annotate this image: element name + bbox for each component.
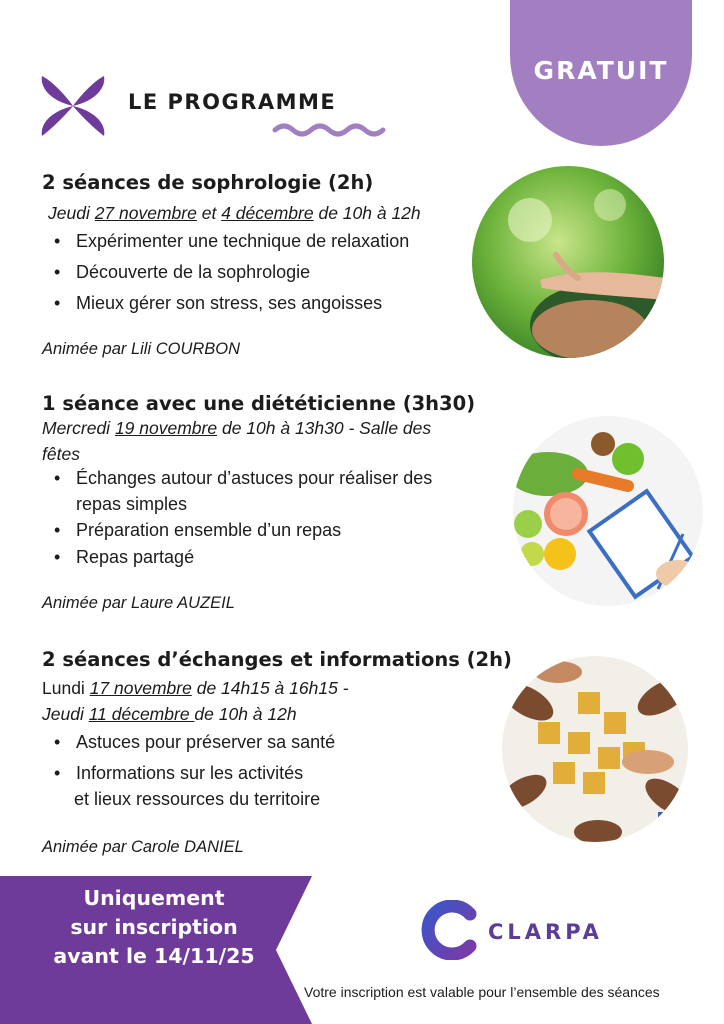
list-item: • Astuces pour préserver sa santé (42, 727, 335, 758)
section-sophrologie-title: 2 séances de sophrologie (2h) (42, 171, 374, 194)
schedule-date: 19 novembre (114, 418, 218, 438)
list-item-continuation: repas simples (76, 494, 188, 514)
section-sophrologie-schedule (48, 200, 421, 226)
list-item: • Découverte de la sophrologie (42, 257, 409, 288)
section-echanges-animator: Animée par Carole DANIEL (42, 838, 244, 856)
list-item: • Informations sur les activités (42, 758, 335, 789)
puzzle-hands-photo (498, 652, 692, 846)
brand-name: CLARPA (488, 920, 603, 944)
wave-divider-icon (272, 120, 388, 140)
schedule-date: 17 novembre (89, 678, 192, 698)
meditation-photo (470, 160, 666, 364)
registration-banner-text (28, 884, 280, 971)
butterfly-logo-icon (38, 72, 108, 140)
schedule-prefix: Jeudi (48, 203, 95, 223)
list-item-continuation: et lieux ressources du territoire (74, 789, 321, 809)
list-item: • Expérimenter une technique de relaxation (42, 226, 409, 257)
section-dietetique-list (42, 465, 432, 571)
schedule-time: de 10h à 12h (313, 203, 421, 223)
section-echanges-schedule (42, 675, 349, 727)
schedule-prefix: Mercredi (42, 418, 115, 438)
banner-line: Uniquement (83, 886, 225, 910)
section-dietetique-animator: Animée par Laure AUZEIL (42, 594, 235, 612)
banner-line: sur inscription (70, 915, 238, 939)
schedule-date: 4 décembre (221, 203, 314, 223)
schedule-connector: et (196, 203, 222, 223)
schedule-prefix: Lundi (42, 678, 90, 698)
section-sophrologie-list (42, 226, 409, 319)
schedule-location: fêtes (42, 444, 80, 464)
schedule-time: de 10h à 12h (194, 704, 297, 724)
footer-note: Votre inscription est valable pour l’ensemble des séances (304, 984, 660, 1000)
schedule-prefix: Jeudi (42, 704, 89, 724)
schedule-time: de 10h à 13h30 - Salle des (217, 418, 432, 438)
list-item: • Préparation ensemble d’un repas (42, 517, 432, 544)
section-dietetique-schedule (42, 415, 431, 467)
free-badge-label: GRATUIT (533, 56, 669, 85)
section-echanges-list (42, 727, 335, 789)
section-echanges-title: 2 séances d’échanges et informations (2h) (42, 648, 512, 671)
list-item: • Échanges autour d’astuces pour réaliser des (42, 465, 432, 491)
page-title: LE PROGRAMME (128, 90, 337, 114)
banner-line: avant le 14/11/25 (53, 944, 255, 968)
list-item: • Repas partagé (42, 544, 432, 571)
section-dietetique-title: 1 séance avec une diététicienne (3h30) (42, 392, 476, 415)
section-sophrologie-animator: Animée par Lili COURBON (42, 340, 241, 358)
list-item: • Mieux gérer son stress, ses angoisses (42, 288, 409, 319)
schedule-date: 11 décembre (88, 704, 195, 724)
nutrition-photo (508, 414, 708, 608)
schedule-date: 27 novembre (94, 203, 197, 223)
schedule-time: de 14h15 à 16h15 - (191, 678, 349, 698)
clarpa-logo-icon (420, 900, 478, 960)
